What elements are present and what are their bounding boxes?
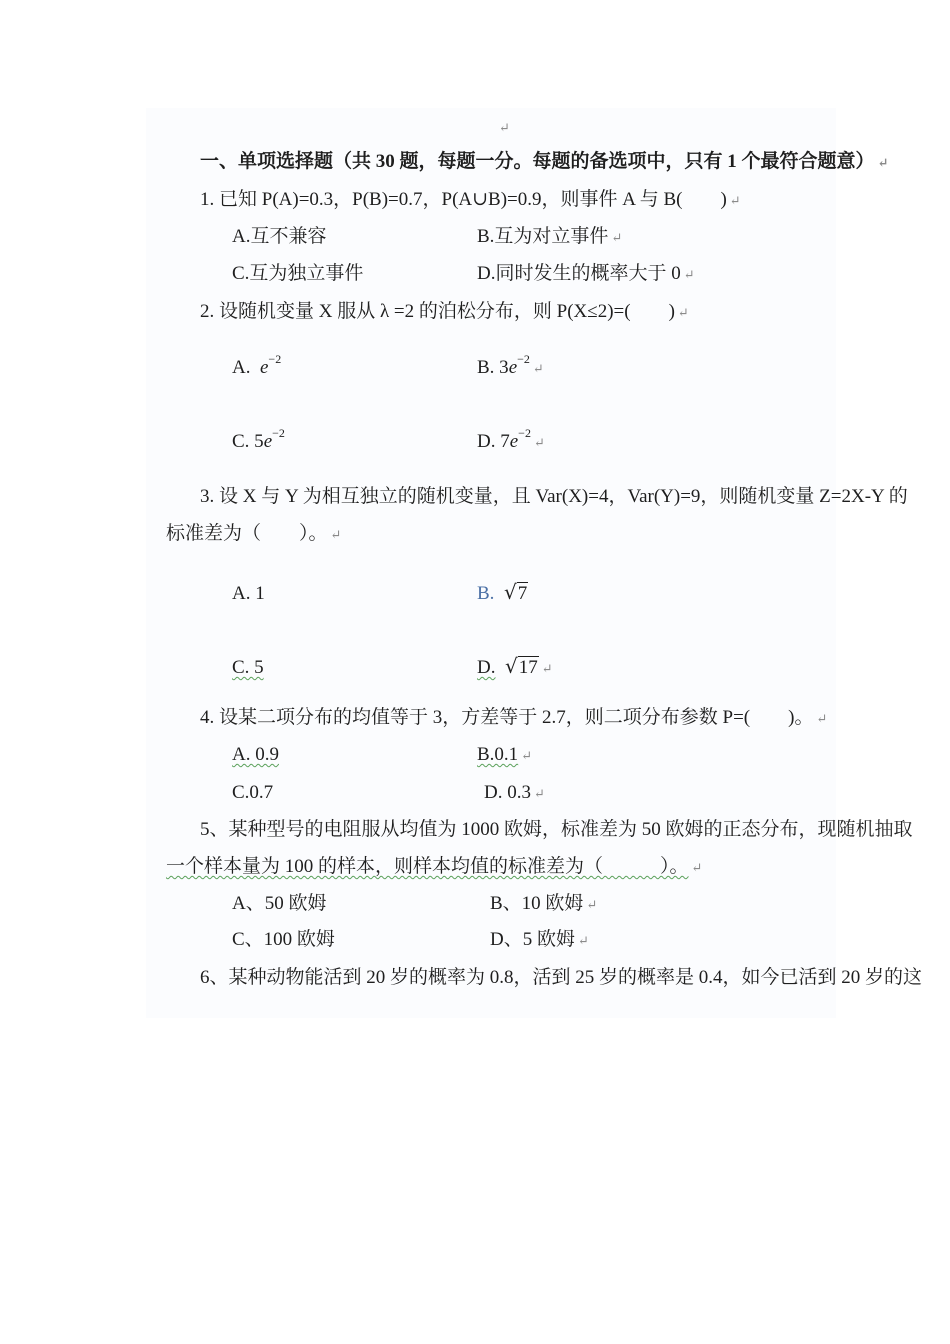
paragraph-mark: ↵ (577, 932, 589, 948)
q5-option-b: B、10 欧姆 ↵ (490, 893, 598, 914)
paragraph-mark: ↵ (816, 710, 828, 726)
sqrt-symbol: √ (503, 580, 517, 604)
q2-option-c: C. $5e^{-2}$ (232, 425, 285, 452)
paragraph-mark: ↵ (877, 154, 889, 170)
question-5-stem-line1: 5、某种型号的电阻服从均值为 1000 欧姆，标准差为 50 欧姆的正态分布，现随机抽取 (200, 819, 913, 840)
sqrt-symbol: √ (504, 654, 518, 678)
question-6-stem: 6、某种动物能活到 20 岁的概率为 0.8，活到 25 岁的概率是 0.4，如今已活到 20 岁的这 (200, 967, 923, 988)
paragraph-mark: ↵ (586, 896, 598, 912)
q4-option-d: D. 0.3 ↵ (484, 782, 545, 803)
paragraph-mark: ↵ (611, 229, 623, 245)
q3-option-b: B. √7 (477, 580, 528, 604)
q5-option-a: A、50 欧姆 (232, 893, 327, 914)
q5-option-c: C、100 欧姆 (232, 929, 335, 950)
question-4-stem: 4. 设某二项分布的均值等于 3，方差等于 2.7，则二项分布参数 P=( )。 ↵ (200, 707, 828, 728)
q5-option-d: D、5 欧姆 ↵ (490, 929, 589, 950)
q4-option-c: C.0.7 (232, 782, 274, 803)
paragraph-mark: ↵ (499, 120, 510, 135)
paragraph-mark: ↵ (691, 859, 703, 875)
paragraph-mark: ↵ (683, 266, 695, 282)
q3-option-a: A. 1 (232, 583, 265, 604)
q2-option-b: B. $3e^{-2}↵$ (477, 351, 544, 378)
paragraph-mark: ↵ (533, 434, 545, 450)
paragraph-mark: ↵ (533, 785, 545, 801)
question-3-stem-line1: 3. 设 X 与 Y 为相互独立的随机变量，且 Var(X)=4，Var(Y)=9，则随机变量 Z=2X-Y 的 (200, 486, 908, 507)
q1-option-c: C.互为独立事件 (232, 263, 364, 284)
section-title: 一、单项选择题（共 30 题，每题一分。每题的备选项中，只有 1 个最符合题意） ↵ (200, 151, 889, 172)
paragraph-mark: ↵ (541, 660, 553, 676)
paragraph-mark: ↵ (521, 747, 533, 763)
question-5-stem-line2: 一个样本量为 100 的样本，则样本均值的标准差为（ ）。 ↵ (166, 856, 703, 877)
q2-option-d: D. $7e^{-2}↵$ (477, 425, 545, 452)
question-2-stem: 2. 设随机变量 X 服从 λ =2 的泊松分布，则 P(X≤2)=( ) ↵ (200, 301, 689, 322)
q2-option-a: A. $e^{-2}$ (232, 351, 282, 378)
q3-option-d: D. √17 ↵ (477, 654, 553, 678)
paragraph-mark: ↵ (677, 304, 689, 320)
paragraph-mark: ↵ (532, 360, 544, 376)
q4-option-b: B.0.1 ↵ (477, 744, 533, 765)
question-1-stem: 1. 已知 P(A)=0.3，P(B)=0.7，P(A∪B)=0.9，则事件 A 与 B( ) ↵ (200, 189, 741, 210)
question-3-stem-line2: 标准差为（ ）。 ↵ (166, 523, 342, 544)
paragraph-mark: ↵ (330, 526, 342, 542)
q1-option-d: D.同时发生的概率大于 0 ↵ (477, 263, 695, 284)
q3-option-c: C. 5 (232, 657, 264, 678)
paragraph-mark: ↵ (729, 192, 741, 208)
q1-option-a: A.互不兼容 (232, 226, 327, 247)
q1-option-b: B.互为对立事件 ↵ (477, 226, 623, 247)
q4-option-a: A. 0.9 (232, 744, 279, 765)
